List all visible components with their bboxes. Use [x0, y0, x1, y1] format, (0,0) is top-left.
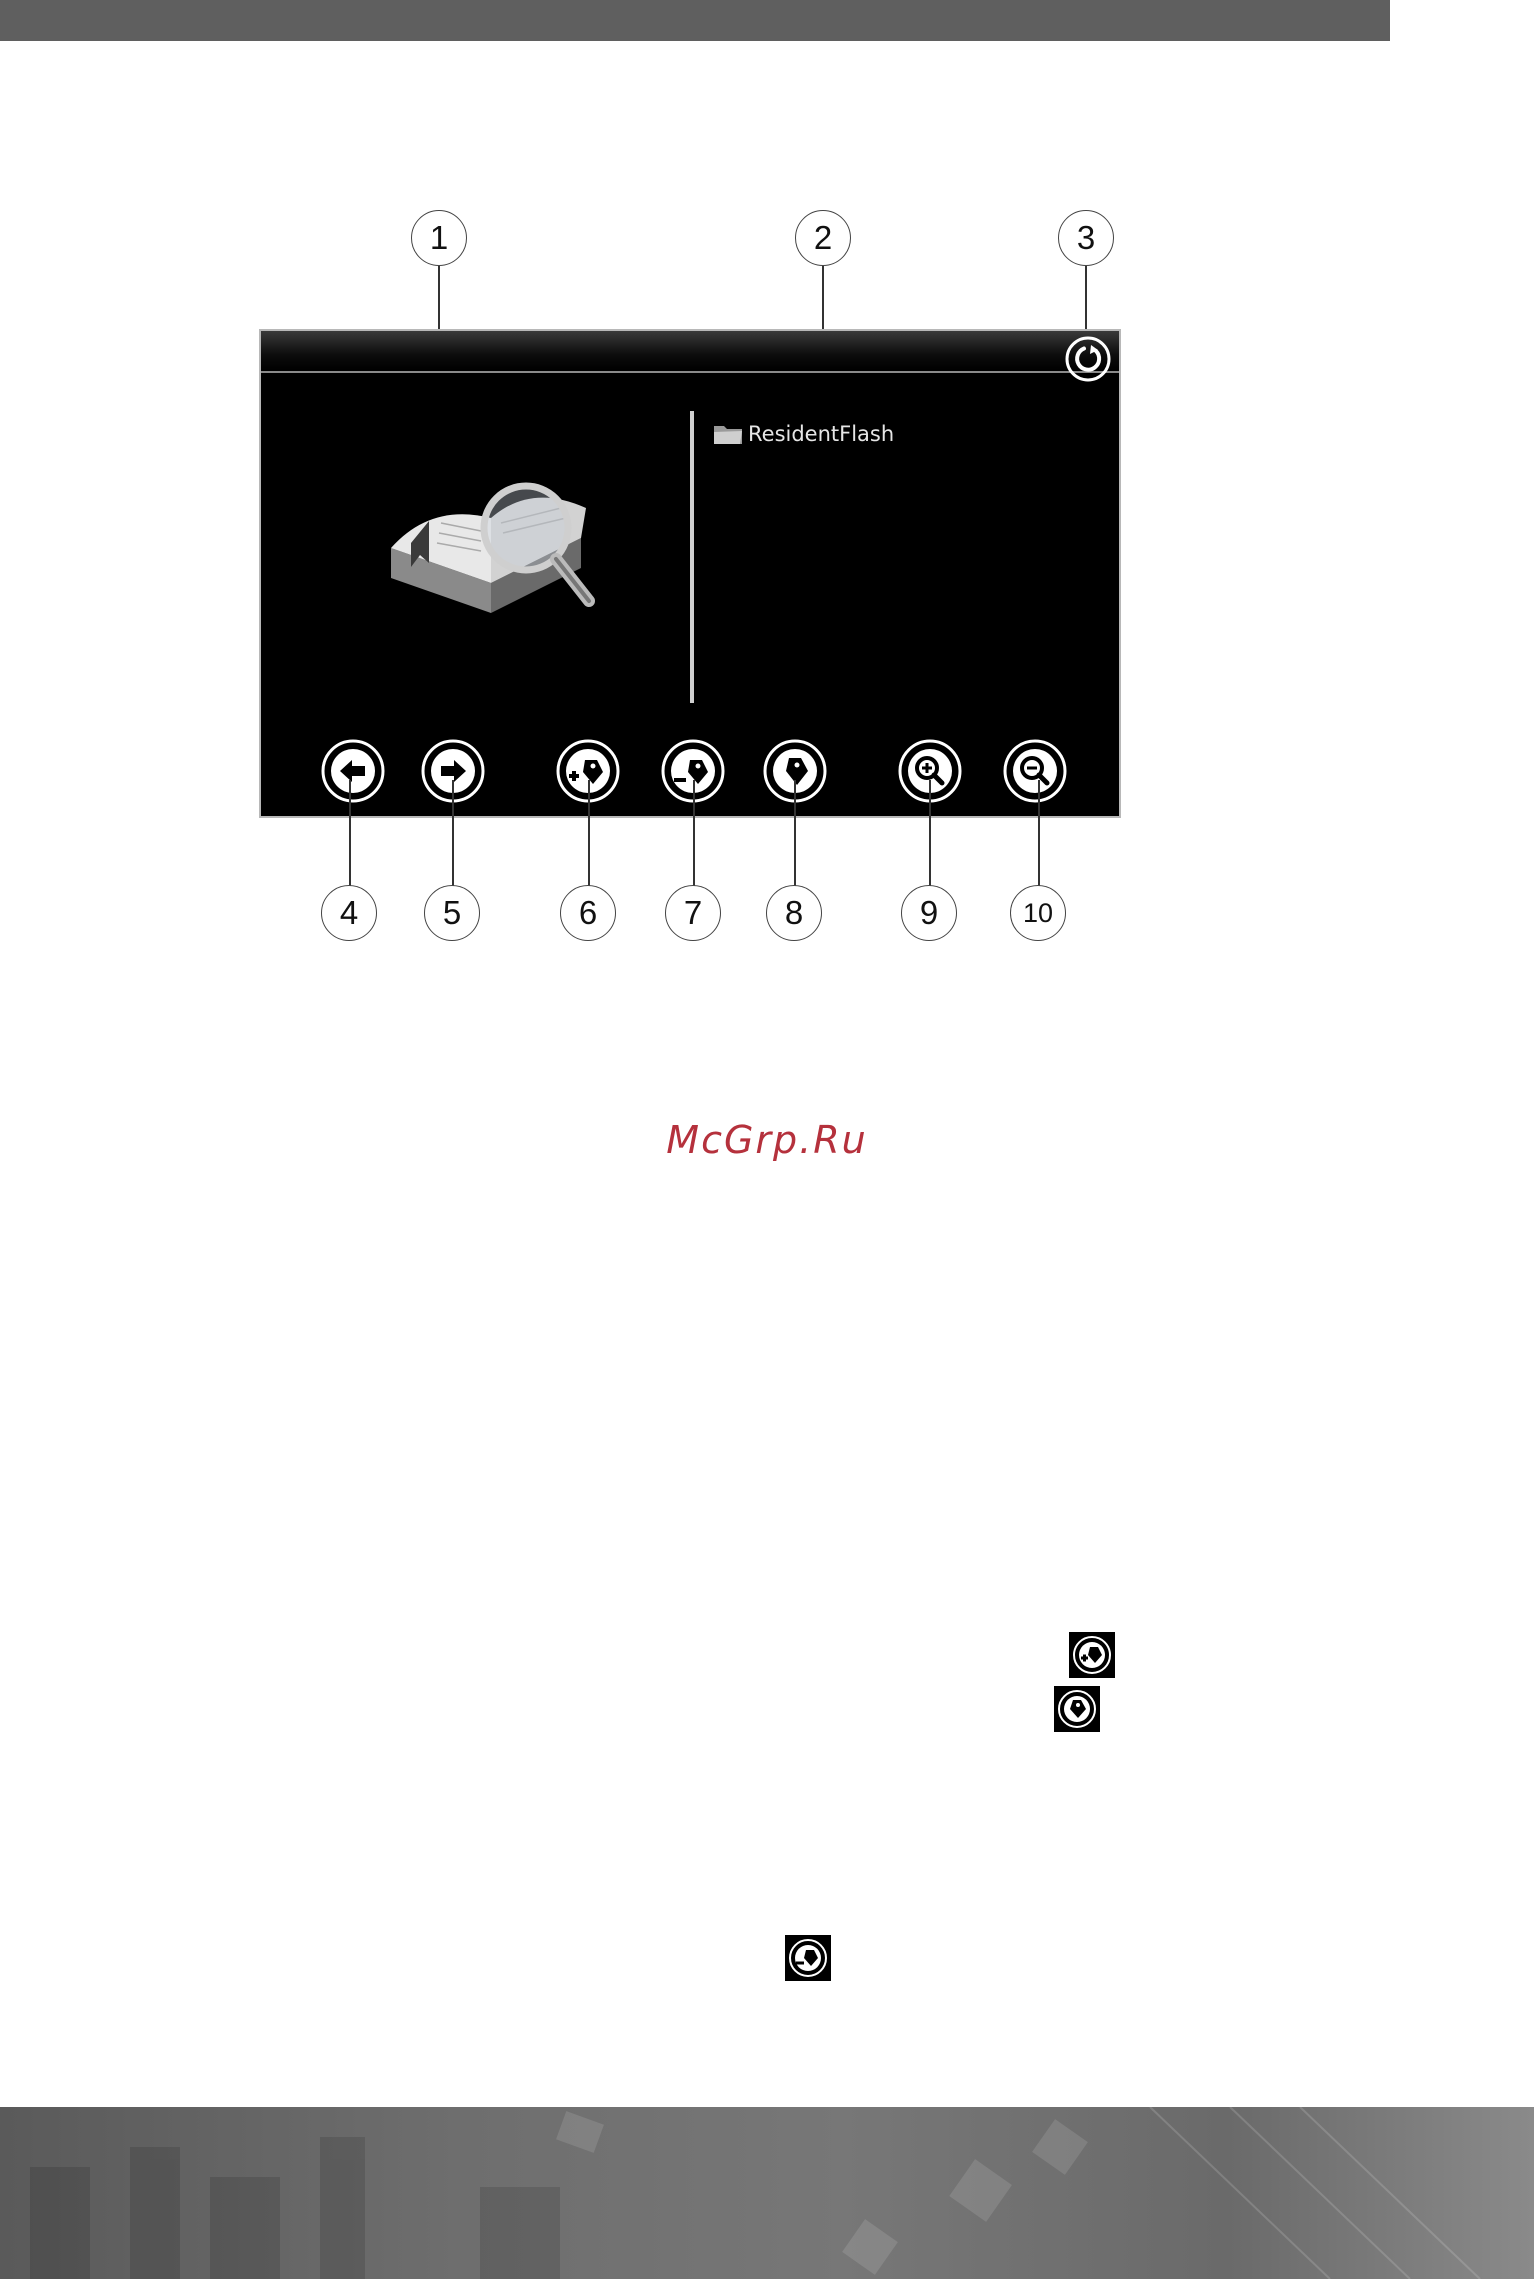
inline-bookmark-remove-icon [785, 1935, 831, 1981]
folder-label: ResidentFlash [748, 422, 895, 446]
callout-5: 5 [424, 885, 480, 941]
zoom-out-button[interactable] [1002, 738, 1068, 804]
leader-line-4 [349, 780, 351, 888]
page-footer-decoration [0, 2107, 1534, 2279]
page-top-bar [0, 0, 1390, 41]
callout-1: 1 [411, 210, 467, 266]
inline-bookmark-icon [1054, 1686, 1100, 1732]
refresh-button[interactable] [1065, 336, 1111, 382]
inline-bookmark-add-icon [1069, 1632, 1115, 1678]
book-magnifier-icon [381, 463, 611, 633]
prev-page-button[interactable] [320, 738, 386, 804]
leader-line-8 [794, 780, 796, 888]
callout-8: 8 [766, 885, 822, 941]
arrow-left-icon [320, 738, 386, 804]
callout-3: 3 [1058, 210, 1114, 266]
leader-line-9 [929, 780, 931, 888]
callout-10: 10 [1010, 885, 1066, 941]
callout-9: 9 [901, 885, 957, 941]
panel-divider [690, 411, 694, 703]
folder-item-residentflash[interactable] [713, 422, 894, 446]
leader-line-5 [452, 780, 454, 888]
screen-header-bar [261, 331, 1119, 373]
zoom-out-icon [1002, 738, 1068, 804]
leader-line-3 [1085, 266, 1087, 334]
leader-line-6 [588, 780, 590, 888]
callout-2: 2 [795, 210, 851, 266]
leader-line-10 [1038, 780, 1040, 888]
folder-icon [713, 422, 743, 446]
callout-4: 4 [321, 885, 377, 941]
leader-line-7 [693, 780, 695, 888]
callout-6: 6 [560, 885, 616, 941]
callout-7: 7 [665, 885, 721, 941]
refresh-icon [1065, 336, 1111, 382]
ebook-screen [259, 329, 1121, 818]
watermark-text: McGrp.Ru [666, 1118, 868, 1162]
